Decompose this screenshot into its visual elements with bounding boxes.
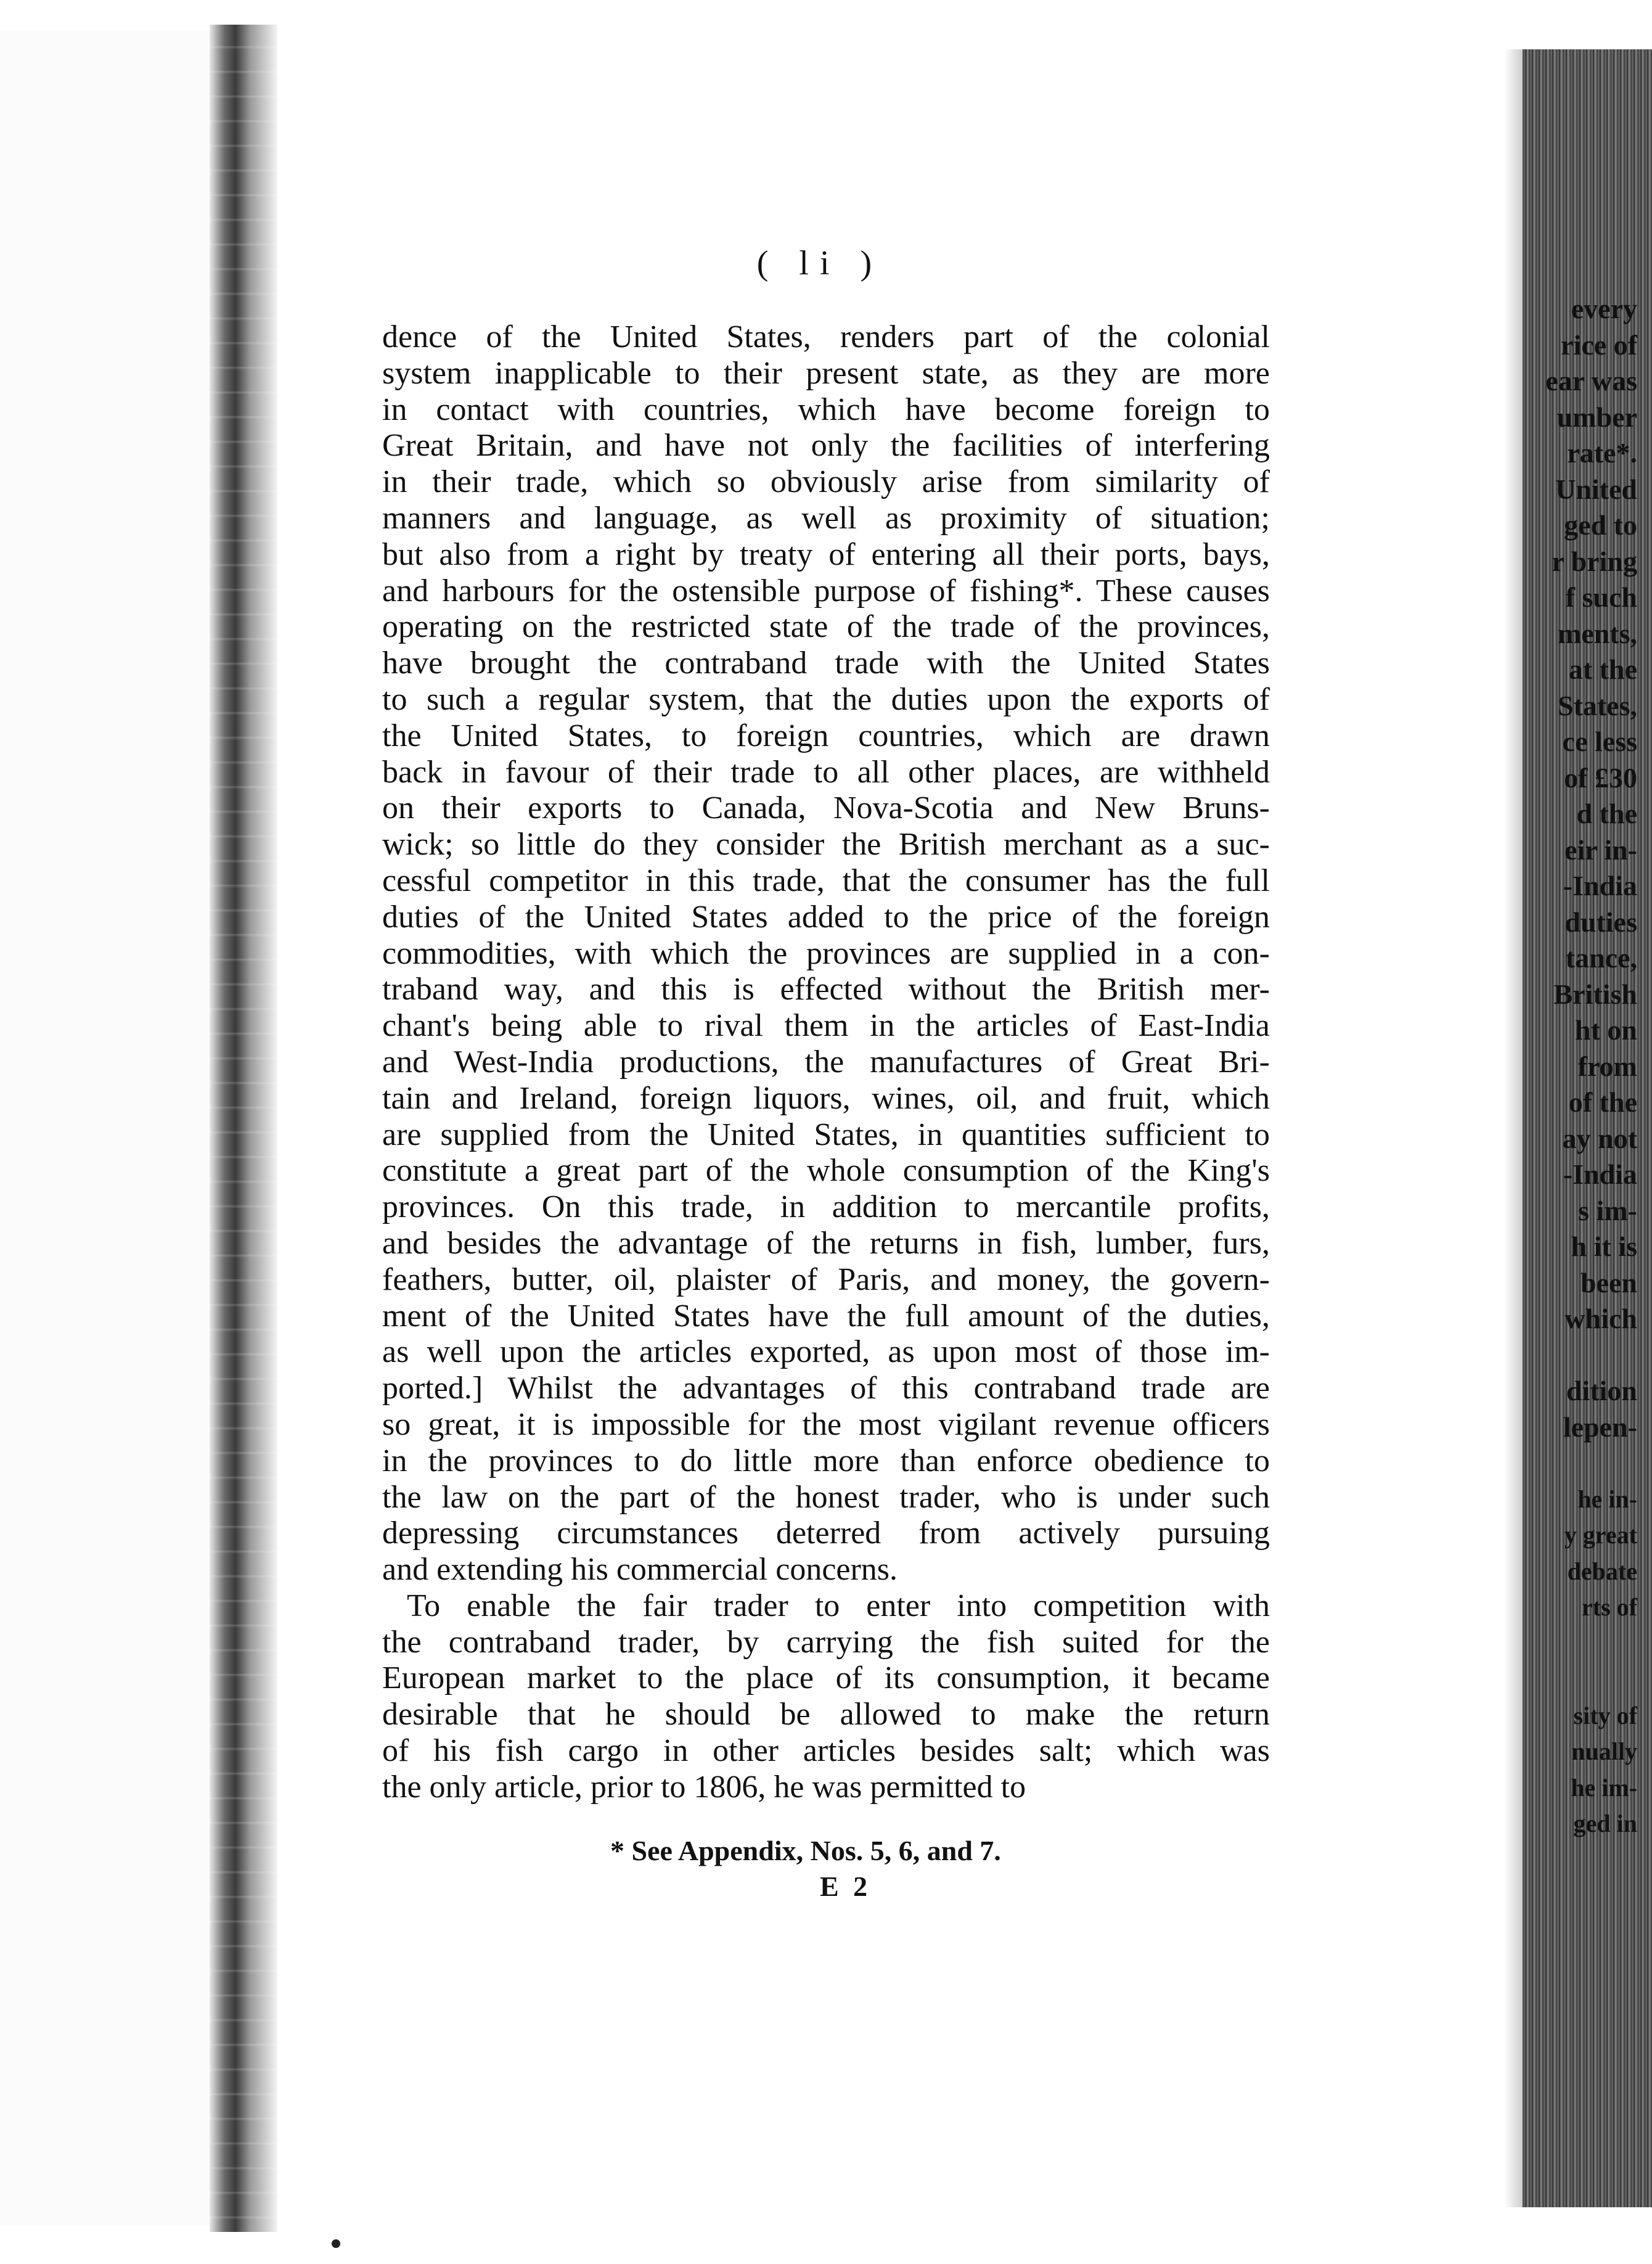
facing-page-line bbox=[1428, 1626, 1637, 1662]
facing-page-line: nually bbox=[1571, 1737, 1637, 1765]
body-line: to such a regular system, that the duties upon the exports of bbox=[382, 681, 1270, 717]
facing-page-line: ce less bbox=[1562, 726, 1637, 757]
facing-page-line: States, bbox=[1557, 689, 1637, 721]
facing-page-line: he in- bbox=[1577, 1485, 1637, 1513]
body-line: operating on the restricted state of the trade of the provinces, bbox=[382, 609, 1270, 645]
facing-page-line: ged in bbox=[1573, 1810, 1637, 1837]
body-line: and West-India productions, the manufactures of Great Bri- bbox=[382, 1044, 1270, 1080]
facing-page-line: f such bbox=[1565, 581, 1637, 613]
facing-page-line: ay not bbox=[1562, 1122, 1637, 1154]
facing-page-line: duties bbox=[1564, 906, 1637, 938]
facing-page-line bbox=[1428, 1445, 1637, 1482]
body-line: have brought the contraband trade with the United States bbox=[382, 646, 1270, 681]
facing-page-line: eir in- bbox=[1564, 834, 1637, 866]
body-line: the contraband trader, by carrying the fish suited for the bbox=[382, 1624, 1270, 1660]
facing-page-line: -India bbox=[1563, 870, 1637, 901]
facing-page-line: sity of bbox=[1573, 1701, 1637, 1729]
body-line: of his fish cargo in other articles besides salt; which was bbox=[382, 1733, 1270, 1769]
body-line: are supplied from the United States, in quantities sufficient to bbox=[382, 1117, 1270, 1152]
book-gutter bbox=[210, 25, 277, 2232]
body-line: provinces. On this trade, in addition to mercantile profits, bbox=[382, 1189, 1270, 1225]
scan-speck bbox=[332, 2239, 340, 2248]
facing-page-line bbox=[1428, 1662, 1637, 1698]
facing-page-line: ear was bbox=[1545, 365, 1637, 396]
facing-page-line: tance, bbox=[1565, 942, 1637, 974]
body-line: the United States, to foreign countries, which are drawn bbox=[382, 718, 1270, 753]
facing-page-line: ged to bbox=[1564, 509, 1637, 541]
facing-page-line: of the bbox=[1568, 1086, 1637, 1118]
body-line: in contact with countries, which have become foreign to bbox=[382, 392, 1270, 427]
body-line: so great, it is impossible for the most vigilant revenue officers bbox=[382, 1406, 1270, 1442]
facing-page bbox=[0, 31, 231, 2226]
facing-page-line: lepen- bbox=[1563, 1411, 1637, 1443]
facing-page-line: he im- bbox=[1571, 1773, 1637, 1802]
body-line: and extending his commercial concerns. bbox=[382, 1552, 898, 1588]
body-line: cessful competitor in this trade, that the consumer has the full bbox=[382, 863, 1270, 898]
body-line: back in favour of their trade to all other places, are withheld bbox=[382, 754, 1270, 790]
facing-page-line: rice of bbox=[1561, 329, 1637, 361]
body-line: as well upon the articles exported, as upon most of those im- bbox=[382, 1334, 1270, 1370]
body-line: European market to the place of its consumption, it became bbox=[382, 1660, 1270, 1696]
body-line: dence of the United States, renders part of the colonial bbox=[382, 319, 1270, 355]
body-line: constitute a great part of the whole consumption of the King's bbox=[382, 1153, 1270, 1189]
body-line: ported.] Whilst the advantages of this contraband trade are bbox=[382, 1371, 1270, 1406]
page-body bbox=[382, 319, 1270, 1806]
body-line: in the provinces to do little more than enforce obedience to bbox=[382, 1443, 1270, 1479]
signature-mark: E 2 bbox=[820, 1871, 872, 1902]
facing-page-line: h it is bbox=[1571, 1231, 1637, 1262]
body-line: traband way, and this is effected without the British mer- bbox=[382, 972, 1270, 1007]
facing-page-line: dition bbox=[1566, 1375, 1637, 1406]
body-line: the only article, prior to 1806, he was permitted to bbox=[382, 1769, 1026, 1805]
body-line: in their trade, which so obviously arise from similarity of bbox=[382, 464, 1270, 500]
body-line: ment of the United States have the full amount of the duties, bbox=[382, 1298, 1270, 1334]
facing-page-line: s im- bbox=[1578, 1194, 1637, 1226]
footnote: * See Appendix, Nos. 5, 6, and 7. bbox=[610, 1835, 1001, 1866]
body-line: duties of the United States added to the price of the foreign bbox=[382, 899, 1270, 935]
facing-page-line: every bbox=[1571, 293, 1637, 324]
facing-page-line: umber bbox=[1556, 401, 1637, 433]
body-line: system inapplicable to their present state, as they are more bbox=[382, 355, 1270, 391]
body-line: desirable that he should be allowed to make the return bbox=[382, 1697, 1270, 1733]
running-head: ( li ) bbox=[756, 244, 883, 282]
facing-page-line: d the bbox=[1576, 798, 1637, 829]
body-line: on their exports to Canada, Nova-Scotia and New Bruns- bbox=[382, 790, 1270, 826]
facing-page-line: of £30 bbox=[1564, 761, 1637, 794]
facing-page-line: ht on bbox=[1575, 1014, 1637, 1046]
facing-page-line: which bbox=[1564, 1303, 1637, 1334]
facing-page-line: rts of bbox=[1582, 1593, 1637, 1621]
body-line: wick; so little do they consider the British merchant as a suc- bbox=[382, 827, 1270, 863]
body-line: tain and Ireland, foreign liquors, wines, oil, and fruit, which bbox=[382, 1080, 1270, 1116]
facing-page-line: r bring bbox=[1552, 545, 1637, 577]
facing-page-line: United bbox=[1555, 473, 1637, 505]
body-line: and harbours for the ostensible purpose of fishing*. These causes bbox=[382, 573, 1270, 609]
facing-page-line bbox=[1428, 1337, 1637, 1374]
facing-page-line: at the bbox=[1568, 654, 1637, 685]
facing-page-line: British bbox=[1553, 978, 1637, 1010]
body-line: feathers, butter, oil, plaister of Paris, and money, the govern- bbox=[382, 1261, 1270, 1297]
body-line: but also from a right by treaty of entering all their ports, bays, bbox=[382, 536, 1270, 572]
body-line: chant's being able to rival them in the articles of East-India bbox=[382, 1008, 1270, 1044]
facing-page-line: been bbox=[1580, 1266, 1637, 1298]
body-line: Great Britain, and have not only the facilities of interfering bbox=[382, 428, 1270, 464]
facing-page-line: from bbox=[1577, 1050, 1637, 1082]
body-line: To enable the fair trader to enter into competition with bbox=[407, 1588, 1270, 1623]
body-line: depressing circumstances deterred from actively pursuing bbox=[382, 1515, 1270, 1551]
facing-page-text bbox=[1428, 291, 1637, 1842]
facing-page-line: rate*. bbox=[1567, 437, 1637, 469]
body-line: and besides the advantage of the returns in fish, lumber, furs, bbox=[382, 1225, 1270, 1261]
body-line: the law on the part of the honest trader, who is under such bbox=[382, 1479, 1270, 1515]
facing-page-line: -India bbox=[1563, 1159, 1637, 1190]
facing-page-line: ments, bbox=[1557, 617, 1637, 649]
body-line: manners and language, as well as proximity of situation; bbox=[382, 500, 1270, 536]
body-line: commodities, with which the provinces are supplied in a con- bbox=[382, 935, 1270, 971]
facing-page-line: y great bbox=[1564, 1521, 1637, 1549]
facing-page-line: debate bbox=[1567, 1557, 1637, 1585]
